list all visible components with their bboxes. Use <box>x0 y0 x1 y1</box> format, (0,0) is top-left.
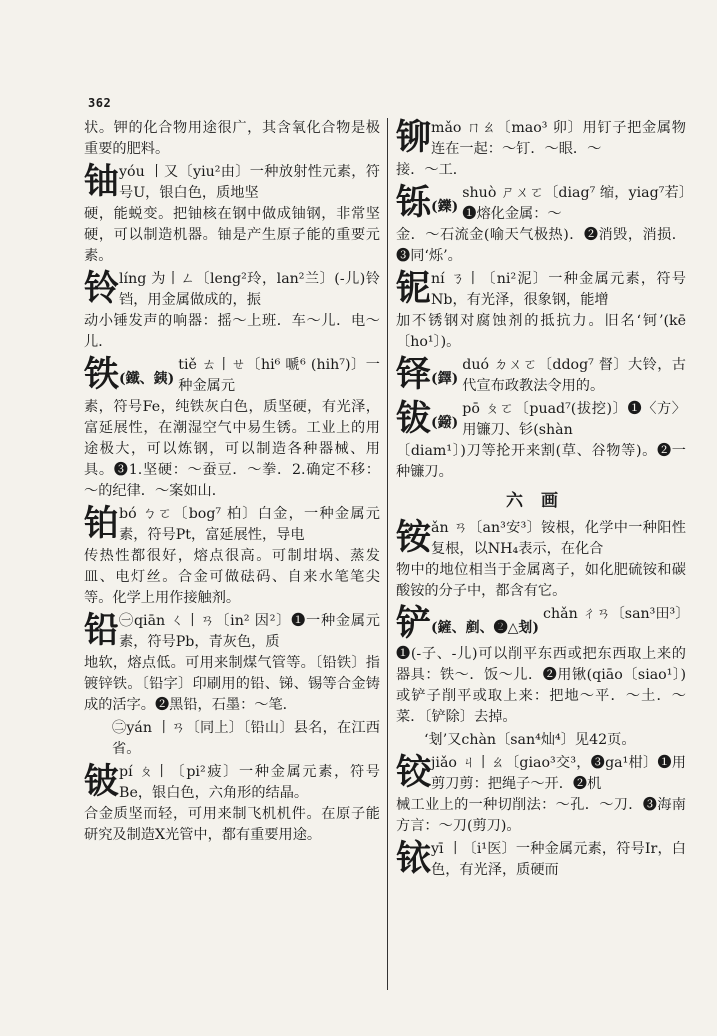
entry-head <box>396 753 686 795</box>
headword-variants: (鏺) <box>431 415 459 431</box>
entry-head <box>84 162 380 204</box>
headword: 铵 <box>396 517 431 558</box>
headword: 铍 <box>84 761 119 802</box>
entry-definition: 素，符号Fe，纯铁灰白色，质坚硬，有光泽，富延展性，在潮湿空气中易生锈。工业上的用途极大，可以炼钢，可以制造各种器械、用具。❸1.坚硬：～蚕豆．～拳．2.确定不移：～的纪律．～案如山． <box>84 399 380 499</box>
headword-variants: (鐵、銕) <box>119 371 175 387</box>
dictionary-entry <box>396 839 686 881</box>
headword: 铂 <box>84 503 119 544</box>
entry-definition: 〔diam¹〕)刀等抡开来割(草、谷物等)。❷一种镰刀。 <box>396 443 686 480</box>
headword: 铎 <box>396 354 431 395</box>
headword: 铄 <box>396 182 431 223</box>
entry-pronunciation-definition: shuò ㄕㄨㄛ〔diag⁷ 缩，yiag⁷若〕❶熔化金属：～ <box>462 185 686 222</box>
entry-pronunciation-definition: pō ㄆㄛ〔puad⁷(拔挖)〕❶〈方〉用镰刀、钐(shàn <box>462 401 686 438</box>
entry-pronunciation-definition: bó ㄅㄛ〔bog⁷ 柏〕白金，一种金属元素，符号Pt，富延展性，导电 <box>119 506 380 543</box>
entry-head <box>84 611 380 653</box>
headword: 钹 <box>396 398 431 439</box>
entry-head <box>396 399 686 441</box>
headword: 铲 <box>396 603 431 644</box>
entry-head <box>84 762 380 804</box>
dictionary-entry <box>84 504 380 609</box>
headword: 铅 <box>84 610 119 651</box>
stroke-section-heading: 六画 <box>506 491 576 511</box>
entry-definition: 接．～工． <box>396 162 467 178</box>
continuation-text: 状。钾的化合物用途很广，其含氧化合物是极重要的肥料。 <box>84 120 380 157</box>
entry-definition: 械工业上的一种切削法：～孔．～刀．❸海南方言：～刀(剪刀)。 <box>396 797 686 834</box>
entry-head <box>396 603 690 644</box>
entry-pronunciation-definition: duó ㄉㄨㄛ〔ddog⁷ 督〕大铃，古代宣布政教法令用的。 <box>462 357 686 394</box>
headword-variants: (鏟、剷、❷△刬) <box>431 620 540 636</box>
entry-definition: 金．～石流金(喻天气极热)．❷消毁，消损．❸同‘烁’。 <box>396 227 686 264</box>
headword: 铱 <box>396 838 431 879</box>
entry-pronunciation-definition: jiǎo ㄐ丨ㄠ〔giao³交³，❸ga¹柑〕❶用剪刀剪：把绳子～开．❷机 <box>431 755 686 792</box>
entry-definition: 地软，熔点低。可用来制煤气管等。〔铅铁〕指镀锌铁。〔铅字〕印刷用的铅、锑、锡等合金铸成的活字。❷黑铅，石墨：～笔． <box>84 655 380 713</box>
headword: 铁 <box>84 354 119 395</box>
entry-definition: 传热性都很好，熔点很高。可制坩埚、蒸发皿、电灯丝。合金可做砝码、自来水笔笔尖等。化学上用作接触剂。 <box>84 548 380 606</box>
entry-head <box>84 504 380 546</box>
dictionary-entry <box>84 162 380 267</box>
entry-pronunciation-definition: ní ㄋ丨〔ni²泥〕一种金属元素，符号Nb，有光泽，很象钢，能增 <box>431 271 686 308</box>
dictionary-entry <box>396 269 686 353</box>
headword-variants: (鑠) <box>431 199 459 215</box>
headword: 铌 <box>396 268 431 309</box>
entry-pronunciation-definition: ㊀qiān ㄑ丨ㄢ〔in² 因²〕❶一种金属元素，符号Pb，青灰色，质 <box>119 613 380 650</box>
subentry-text: ㊁yán 丨ㄢ〔同上〕〔铅山〕县名，在江西省。 <box>112 720 380 757</box>
headword: 铃 <box>84 268 119 309</box>
subentry-text: ‘刬’又chàn〔san⁴灿⁴〕见42页。 <box>424 732 636 748</box>
headword: 铰 <box>396 752 431 793</box>
entry-pronunciation-definition: yóu 丨又〔yiu²由〕一种放射性元素，符号U，银白色，质地坚 <box>119 164 380 201</box>
entry-definition: 合金质坚而轻，可用来制飞机机件。在原子能研究及制造X光管中，都有重要用途。 <box>84 806 380 843</box>
dictionary-entry <box>84 762 380 846</box>
dictionary-entry <box>396 399 686 483</box>
entry-pronunciation-definition: yī 丨〔i¹医〕一种金属元素，符号Ir，白色，有光泽，质硬而 <box>431 841 686 878</box>
entry-head <box>396 518 686 560</box>
entry-head <box>396 355 686 397</box>
right-column <box>396 117 690 883</box>
entry-definition: 动小锤发声的响器：摇～上班．车～儿．电～儿． <box>84 313 380 350</box>
entry-head <box>396 839 686 881</box>
entry-head <box>84 355 380 397</box>
dictionary-entry <box>396 355 686 397</box>
page-number: 362 <box>88 96 112 110</box>
column-divider <box>387 118 388 990</box>
entry-pronunciation-definition: líng 为丨ㄥ〔leng²玲，lan²兰〕(-儿)铃铛，用金属做成的，振 <box>119 271 380 308</box>
entry-definition: 硬，能蜕变。把铀核在钢中做成铀钢，非常坚硬，可以制造机器。铀是产生原子能的重要元素。 <box>84 206 380 264</box>
dictionary-entry <box>396 518 686 602</box>
entry-head <box>84 269 380 311</box>
dictionary-entry <box>84 355 380 502</box>
dictionary-entry <box>396 118 686 181</box>
entry-head <box>396 269 686 311</box>
entry-pronunciation-definition: pí ㄆ丨〔pi²疲〕一种金属元素，符号Be，银白色，六角形的结晶。 <box>119 764 380 801</box>
headword-variants: (鐸) <box>431 371 459 387</box>
headword: 铆 <box>396 117 431 158</box>
left-column <box>84 118 380 848</box>
entry-head <box>396 118 686 160</box>
entry-pronunciation-definition: tiě ㄊ丨ㄝ〔hi⁶ 嗁⁶ (hih⁷)〕一种金属元 <box>178 357 380 394</box>
entry-pronunciation-definition: ǎn ㄢ〔an³安³〕铵根，化学中一种阳性复根，以NH₄表示，在化合 <box>431 520 686 557</box>
entry-definition: ❶(-子、-儿)可以削平东西或把东西取上来的器具：铁～．饭～儿．❷用锹(qiāo〔siao¹〕)或铲子削平或取上来：把地～平．～土．～菜．〔铲除〕去掉。 <box>396 646 686 725</box>
dictionary-entry <box>396 753 686 837</box>
entry-pronunciation-definition: mǎo ㄇㄠ〔mao³ 卯〕用钉子把金属物连在一起：～钉．～眼．～ <box>431 120 686 157</box>
dictionary-entry <box>84 611 380 716</box>
dictionary-entry <box>396 183 686 267</box>
entry-pronunciation-definition: chǎn ㄔㄢ〔san³田³〕 <box>543 606 690 622</box>
dictionary-entry <box>84 269 380 353</box>
headword: 铀 <box>84 161 119 202</box>
entry-head <box>396 183 686 225</box>
dictionary-entry <box>396 603 690 728</box>
entry-definition: 物中的地位相当于金属离子，如化肥硫铵和碳酸铵的分子中，都含有它。 <box>396 562 686 599</box>
entry-definition: 加不锈钢对腐蚀剂的抵抗力。旧名‘钶’(kē〔ho¹〕)。 <box>396 313 686 350</box>
